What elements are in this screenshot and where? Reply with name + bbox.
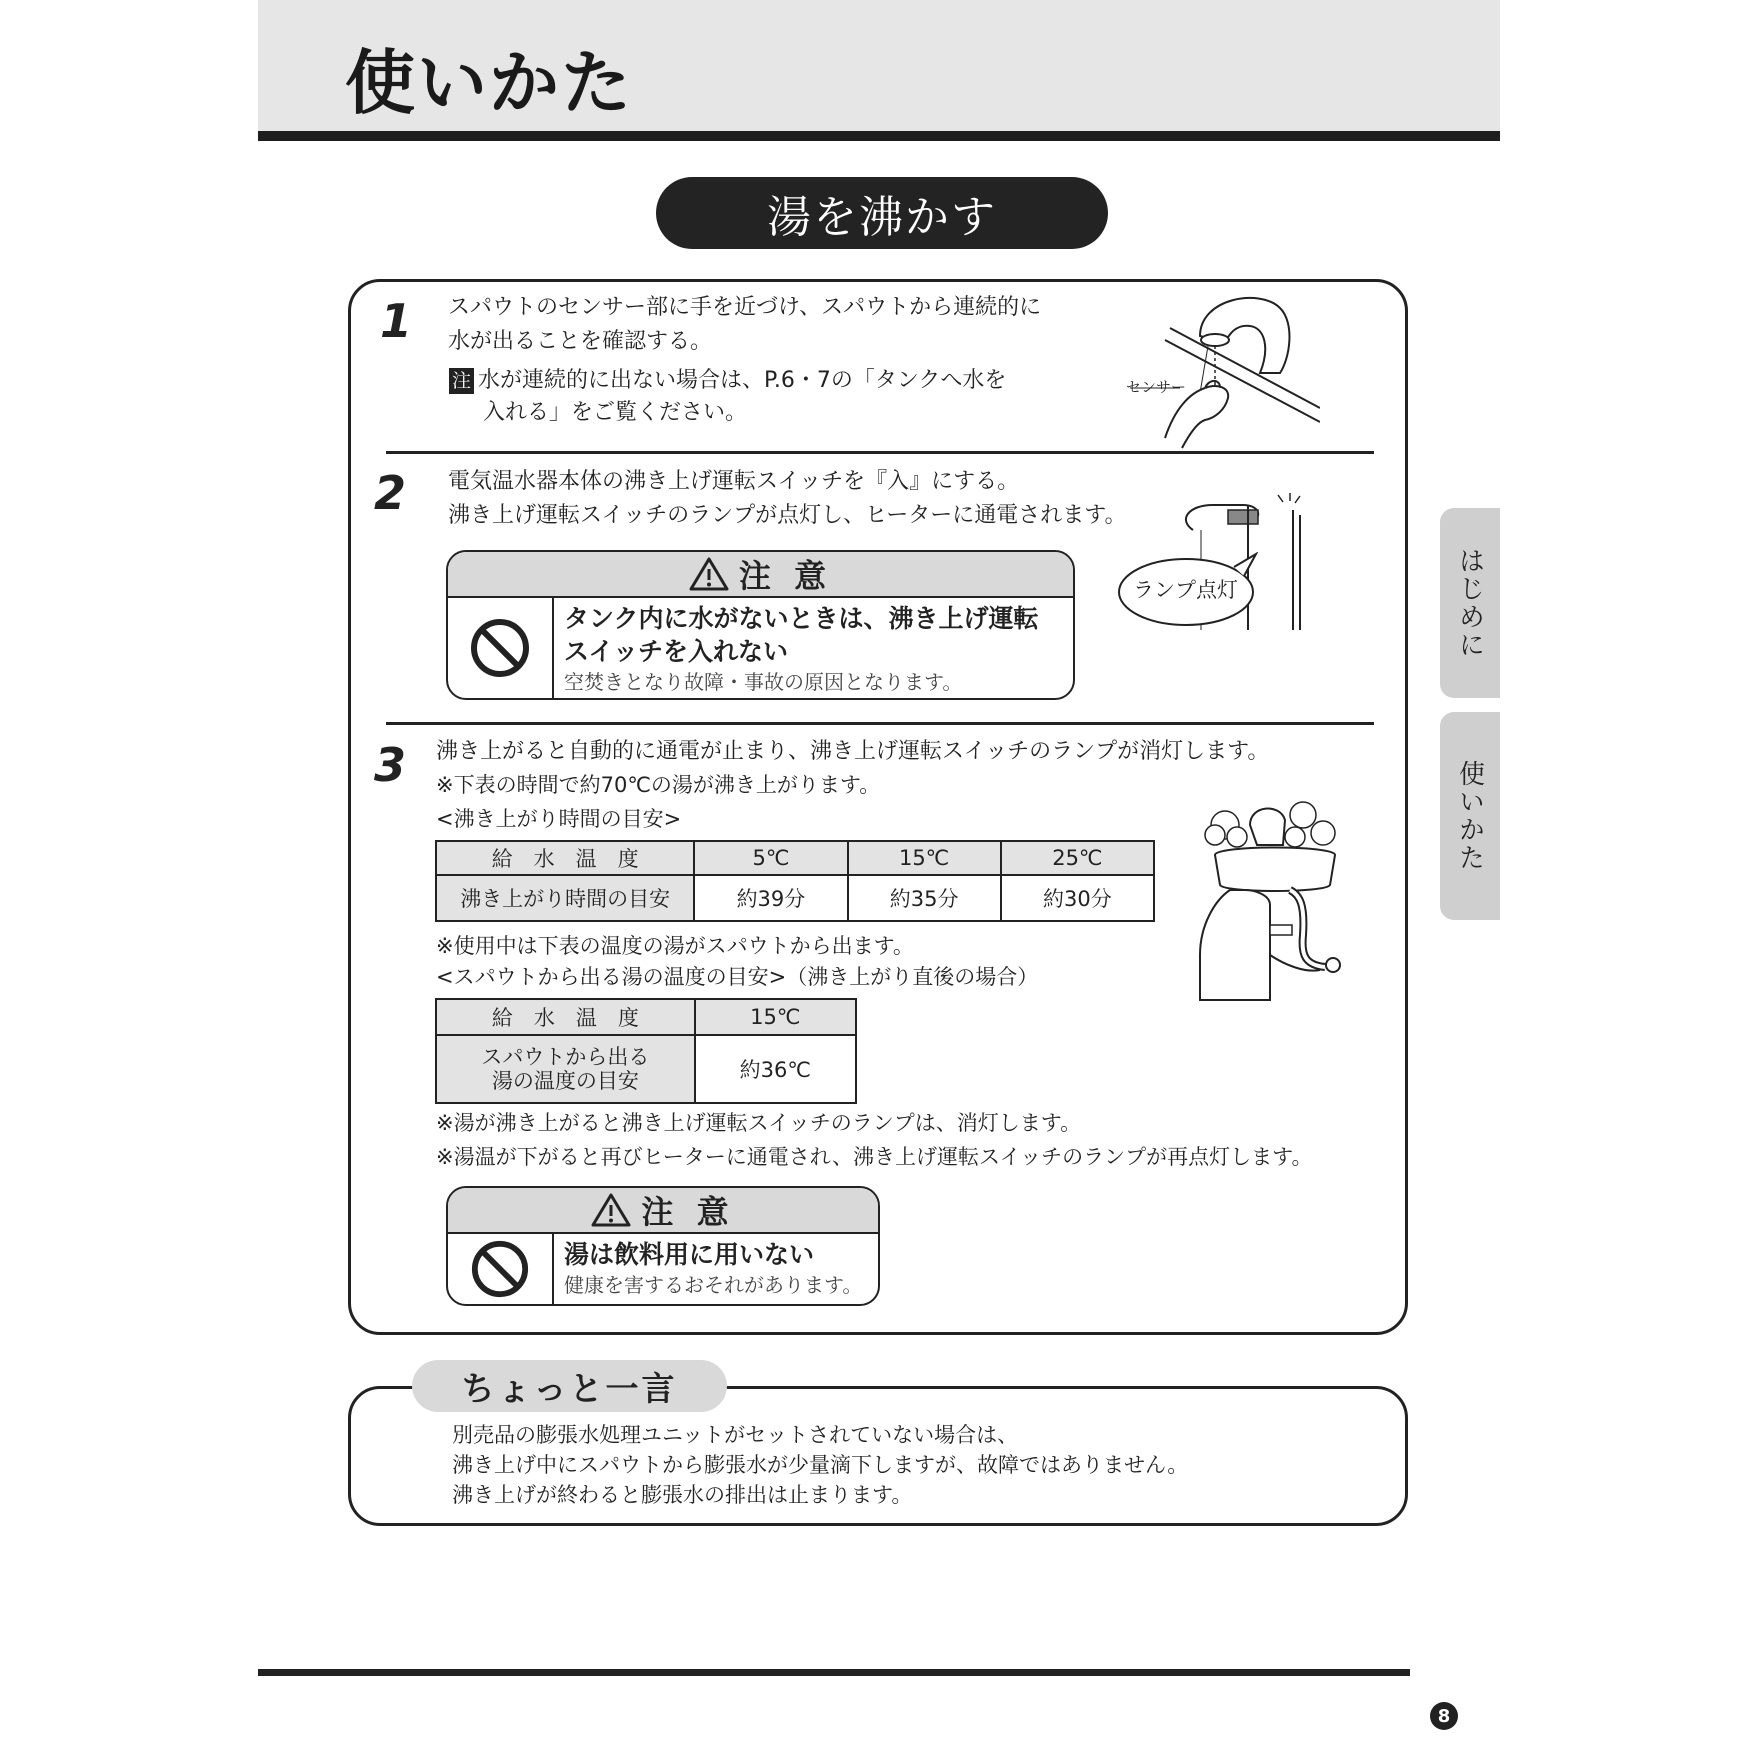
step3-line1: 沸き上がると自動的に通電が止まり、沸き上げ運転スイッチのランプが消灯します。 — [436, 739, 1270, 764]
table-row-label: 沸き上がり時間の目安 — [436, 875, 694, 921]
step1-note-line1: 水が連続的に出ない場合は、P.6・7の「タンクへ水を — [478, 368, 1007, 393]
step3-note3: ※湯が沸き上がると沸き上げ運転スイッチのランプは、消灯します。 — [436, 1111, 1082, 1135]
table2-caption: <スパウトから出る湯の温度の目安>（沸き上がり直後の場合） — [436, 965, 1039, 989]
tab-hajimeni[interactable] — [1440, 508, 1500, 698]
table-header-cell: 給 水 温 度 — [436, 841, 694, 875]
step1-line2: 水が出ることを確認する。 — [448, 329, 713, 354]
step1-number: 1 — [380, 294, 413, 348]
lamp-label: ランプ点灯 — [1133, 578, 1238, 602]
caution-header — [448, 1188, 878, 1234]
tip-line2: 沸き上げ中にスパウトから膨張水が少量滴下しますが、故障ではありません。 — [452, 1453, 1189, 1477]
step1-note — [449, 364, 1006, 398]
tip-line1: 別売品の膨張水処理ユニットがセットされていない場合は、 — [452, 1423, 1019, 1447]
header-rule — [258, 131, 1500, 141]
caution-box-1 — [446, 550, 1075, 700]
note-label: 注 — [449, 368, 474, 394]
table-cell: 約36℃ — [695, 1035, 856, 1103]
step3-note2: ※使用中は下表の温度の湯がスパウトから出ます。 — [436, 934, 914, 958]
table-row-label-line1: スパウトから出る — [481, 1045, 650, 1069]
table1-caption: <沸き上がり時間の目安> — [436, 807, 682, 831]
warning-triangle-icon — [591, 1193, 631, 1227]
table-cell: 約30分 — [1001, 875, 1154, 921]
caution-sub: 健康を害するおそれがあります。 — [564, 1273, 863, 1297]
tip-title: ちょっと一言 — [412, 1360, 727, 1412]
tab-tsukaikata-label: 使いかた — [1454, 760, 1485, 872]
page-number: 8 — [1430, 1702, 1458, 1730]
table-header-cell: 15℃ — [695, 999, 856, 1035]
table-header-cell: 給 水 温 度 — [436, 999, 695, 1035]
step2-number: 2 — [374, 466, 407, 520]
tab-tsukaikata[interactable] — [1440, 712, 1500, 920]
table-header-cell: 15℃ — [848, 841, 1001, 875]
step3-number: 3 — [374, 738, 407, 792]
divider-2 — [386, 722, 1374, 725]
caution-main-line2: スイッチを入れない — [564, 637, 789, 666]
boil-time-table — [435, 840, 1155, 922]
prohibited-icon — [469, 617, 531, 679]
table-header-cell: 25℃ — [1001, 841, 1154, 875]
tip-line3: 沸き上げが終わると膨張水の排出は止まります。 — [452, 1483, 913, 1507]
prohibited-icon — [470, 1239, 530, 1299]
sensor-label: センサー — [1126, 378, 1187, 396]
water-heater-illustration — [1195, 795, 1355, 1005]
faucet-sensor-illustration — [1120, 288, 1320, 450]
table-row-label-line2: 湯の温度の目安 — [491, 1069, 639, 1093]
divider-1 — [386, 451, 1374, 454]
step3-note1: ※下表の時間で約70℃の湯が沸き上がります。 — [436, 773, 881, 797]
caution-title: 注 意 — [738, 557, 833, 595]
step2-line2: 沸き上げ運転スイッチのランプが点灯し、ヒーターに通電されます。 — [448, 503, 1127, 528]
caution-header — [448, 552, 1073, 598]
step2-line1: 電気温水器本体の沸き上げ運転スイッチを『入』にする。 — [448, 469, 1020, 494]
caution-box-2 — [446, 1186, 880, 1306]
tab-hajimeni-label: はじめに — [1454, 547, 1485, 659]
section-title: 湯を沸かす — [656, 177, 1108, 249]
spout-temp-table — [435, 998, 857, 1104]
table-cell: 約35分 — [848, 875, 1001, 921]
caution-title: 注 意 — [641, 1193, 735, 1231]
caution-sub: 空焚きとなり故障・事故の原因となります。 — [564, 670, 963, 694]
step3-note4: ※湯温が下がると再びヒーターに通電され、沸き上げ運転スイッチのランプが再点灯します。 — [436, 1145, 1313, 1169]
caution-main-line1: タンク内に水がないときは、沸き上げ運転 — [564, 604, 1039, 633]
table-row-label — [436, 1035, 695, 1103]
table-cell: 約39分 — [694, 875, 847, 921]
warning-triangle-icon — [689, 557, 729, 591]
caution-main-line1: 湯は飲料用に用いない — [564, 1240, 815, 1269]
table-header-cell: 5℃ — [694, 841, 847, 875]
page-title: 使いかた — [345, 42, 633, 124]
step1-note-line2: 入れる」をご覧ください。 — [483, 400, 748, 425]
footer-rule — [258, 1669, 1410, 1676]
step1-line1: スパウトのセンサー部に手を近づけ、スパウトから連続的に — [448, 295, 1042, 320]
